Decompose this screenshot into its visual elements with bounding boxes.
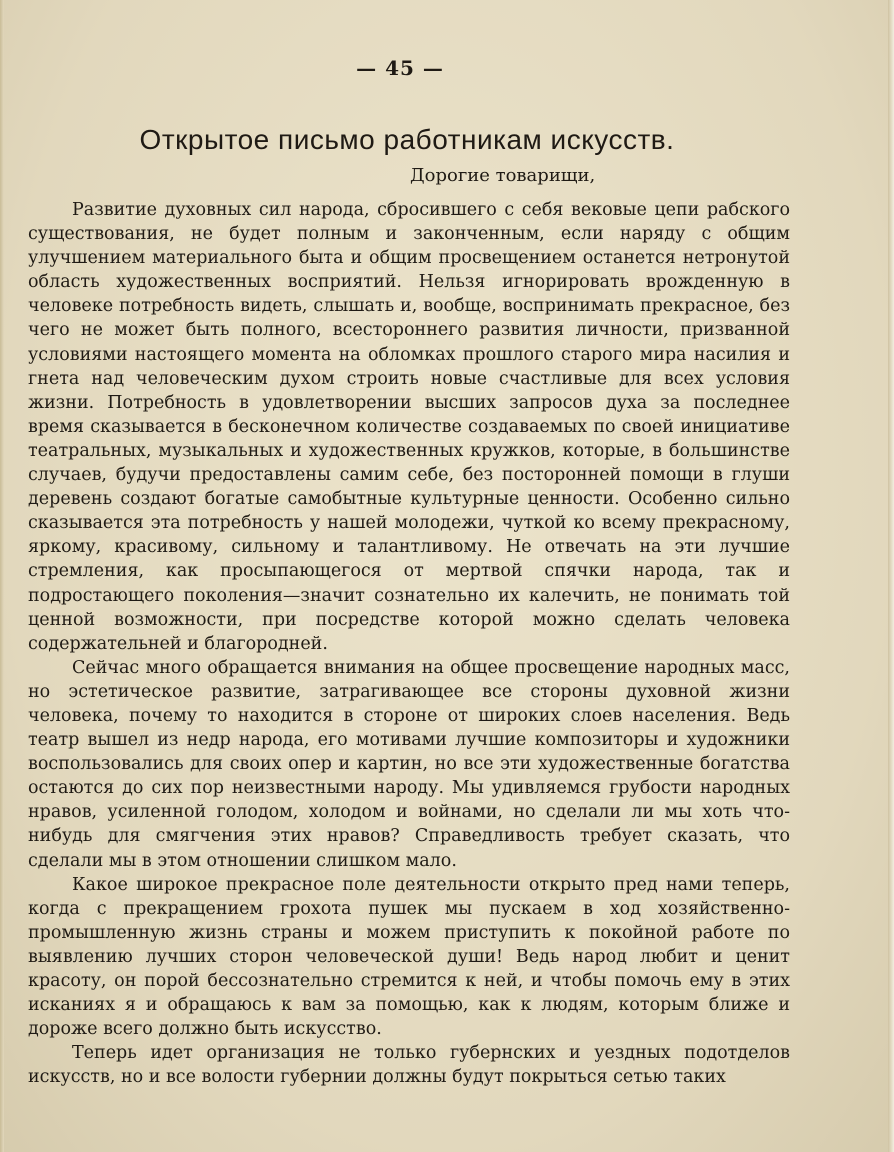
paragraph-2: Сейчас много обращается внимания на общее просвещение народных масс, но эстетическое развитие, затрагивающее все стороны духовной жизни человека, почему то находится в стороне от широких слоев населения. Ведь театр вышел из недр народа, его мотивами лучшие композиторы и художники воспользовались для своих опер и картин, но все эти художественные богатства остаются до сих пор неизвестными народу. Мы удивляемся грубости народных нравов, усиленной голодом, холодом и войнами, но сделали ли мы хоть что-нибудь для смягчения этих нравов? Справедливость требует сказать, что сделали мы в этом отношении слишком мало. <box>28 657 790 871</box>
salutation: Дорогие товарищи, <box>410 165 596 186</box>
page-number: — 45 — <box>356 56 444 80</box>
paragraph-3: Какое широкое прекрасное поле деятельности открыто пред нами теперь, когда с прекращением грохота пушек мы пускаем в ход хозяйственно-промышленную жизнь страны и можем приступить к покойной работе по выявлению лучших сторон человеческой души! Ведь народ любит и ценит красоту, он порой бессознательно стремится к ней, и чтобы помочь ему в этих исканиях я и обращаюсь к вам за помощью, как к людям, которым ближе и дороже всего должно быть искусство. <box>28 874 790 1040</box>
page-edge-right <box>888 0 894 1152</box>
page-edge-left <box>0 0 4 1152</box>
page-title: Открытое письмо работникам искусств. <box>139 124 675 155</box>
paragraph-1: Развитие духовных сил народа, сбросившего с себя вековые цепи рабского существования, не будет полным и законченным, если наряду с общим улучшением материального быта и общим просвещением останется нетронутой область художественных восприятий. Нельзя игнорировать врожденную в человеке потребность видеть, слышать и, вообще, воспринимать прекрасное, без чего не может быть полного, всестороннего развития личности, призванной условиями настоящего момента на обломках прошлого старого мира насилия и гнета над человеческим духом строить новые счастливые для всех условия жизни. Потребность в удовлетворении высших запросов духа за последнее время сказывается в бесконечном количестве создаваемых по своей инициативе театральных, музыкальных и художественных кружков, которые, в большинстве случаев, будучи предоставлены самим себе, без посторонней помощи в глуши деревень создают богатые самобытные культурные ценности. Особенно сильно сказывается эта потребность у нашей молодежи, чуткой ко всему прекрасному, яркому, красивому, сильному и талантливому. Не отвечать на эти лучшие стремления, как просыпающегося от мертвой спячки народа, так и подростающего поколения—значит сознательно их калечить, не понимать той ценной возможности, при посредстве которой можно сделать человека содержательней и благородней. <box>28 200 790 654</box>
paragraph-4: Теперь идет организация не только губернских и уездных подотделов искусств, но и все волости губернии должны будут покрыться сетью таких <box>28 1043 790 1088</box>
body-text <box>28 198 790 1089</box>
